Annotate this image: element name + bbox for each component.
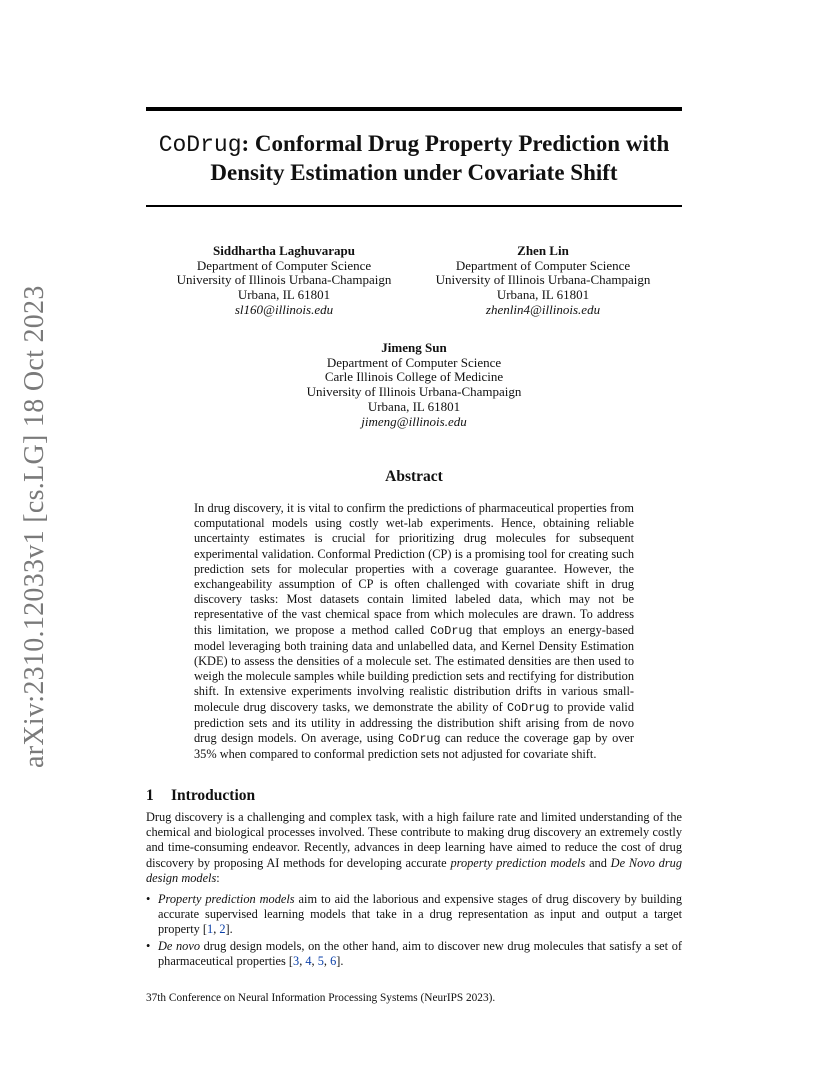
author-block-1 — [164, 244, 404, 318]
author-email[interactable]: zhenlin4@illinois.edu — [485, 301, 601, 317]
author-email[interactable]: jimeng@illinois.edu — [361, 413, 467, 429]
abstract-part-3: to provide valid prediction sets and its utility in addressing the distribution shift arising from de novo drug design models. On average, using — [194, 699, 634, 746]
paper-title — [146, 130, 682, 187]
intro-text: and — [585, 855, 611, 870]
bullet-text-end: ]. — [225, 922, 233, 937]
bullet-text: aim to aid the laborious and expensive stages of drug discovery by building accurate supervised learning models that take in a drug representation as input and output a target property [ — [158, 892, 683, 937]
author-dept: Department of Computer Science — [196, 257, 372, 273]
author-affiliation: University of Illinois Urbana-Champaign — [176, 272, 392, 288]
citation-link[interactable]: 6 — [330, 953, 337, 968]
method-name: CoDrug — [506, 700, 550, 715]
abstract-part-2: that employs an energy-based model leveraging both training data and unlabelled data, and Kernel Density Estimation (KDE) to assess the densities of a molecule set. The estimated densities are then used to weigh the molecule samples while building prediction sets and rectifying for distribution shift. In extensive experiments involving realistic distribution drifts in various small-molecule drug discovery tasks, we demonstrate the ability of — [194, 622, 634, 714]
conference-footer: 37th Conference on Neural Information Processing Systems (NeurIPS 2023). — [146, 992, 496, 1004]
arxiv-stamp: arXiv:2310.12033v1 [cs.LG] 18 Oct 2023 — [19, 285, 50, 769]
citation-link[interactable]: 3 — [293, 953, 300, 968]
method-name: CoDrug — [398, 732, 441, 747]
author-city: Urbana, IL 61801 — [237, 287, 331, 303]
intro-emphasis: property prediction models — [450, 855, 586, 870]
author-city: Urbana, IL 61801 — [367, 398, 461, 414]
author-dept: Department of Computer Science — [455, 257, 631, 273]
abstract-part-1: In drug discovery, it is vital to confirm the predictions of pharmaceutical properties from computational models using costly wet-lab experiments. Hence, obtaining reliable uncertainty estimates is crucial for prioritizing drug molecules for subsequent experimental validation. Conformal Prediction (CP) is a promising tool for creating such prediction sets for molecular properties with a coverage guarantee. However, the exchangeability assumption of CP is often challenged with covariate shift in drug discovery tasks: Most datasets contain limited labeled data, which may not be representative of the vast chemical space from which molecules are drawn. To address this limitation, we propose a method called — [194, 501, 634, 637]
citation-link[interactable]: 5 — [317, 953, 324, 968]
author-city: Urbana, IL 61801 — [496, 287, 590, 303]
list-item: • De novo drug design models, on the other hand, aim to discover new drug molecules that satisfy a set of pharmaceutical properties [3, 4, 5, 6]. — [146, 938, 682, 968]
bullet-icon: • — [146, 938, 151, 953]
section-heading-introduction — [146, 787, 255, 805]
title-line2: Density Estimation under Covariate Shift — [210, 160, 618, 185]
bullet-emphasis: De novo — [158, 938, 201, 953]
abstract-text — [194, 501, 634, 762]
title-top-rule — [146, 107, 682, 111]
title-bottom-rule — [146, 205, 682, 207]
section-number: 1 — [146, 787, 154, 804]
abstract-heading: Abstract — [385, 468, 443, 485]
author-affiliation: University of Illinois Urbana-Champaign — [435, 272, 651, 288]
method-name: CoDrug — [430, 623, 473, 638]
author-dept: Department of Computer Science — [326, 354, 502, 370]
author-name: Zhen Lin — [517, 243, 569, 258]
citation-link[interactable]: 4 — [305, 953, 312, 968]
abstract-part-4: can reduce the coverage gap by over 35% when compared to conformal prediction sets not adjusted for covariate shift. — [194, 731, 635, 762]
section-title: Introduction — [171, 787, 256, 804]
intro-paragraph — [146, 810, 682, 886]
author-name: Jimeng Sun — [381, 340, 447, 355]
author-block-2 — [423, 244, 663, 318]
author-block-3 — [264, 341, 564, 429]
intro-emphasis: De Novo drug design models — [146, 855, 682, 885]
author-name: Siddhartha Laghuvarapu — [213, 243, 355, 258]
author-affiliation: University of Illinois Urbana-Champaign — [306, 384, 522, 400]
citation-link[interactable]: 2 — [219, 922, 226, 937]
intro-text: Drug discovery is a challenging and complex task, with a high failure rate and limited understanding of the chemical and biological processes involved. These contribute to making drug discovery an extremely costly and time-consuming endeavor. Recently, advances in deep learning have aimed to reduce the cost of drug discovery by proposing AI methods for developing accurate — [146, 810, 682, 870]
author-college: Carle Illinois College of Medicine — [324, 369, 504, 385]
list-item: • Property prediction models aim to aid the laborious and expensive stages of drug discovery by building accurate supervised learning models that take in a drug representation as input and output a target property [1, 2]. — [146, 892, 683, 937]
title-method-name: CoDrug — [158, 132, 242, 158]
bullet-icon: • — [146, 892, 151, 906]
intro-bullet-list — [146, 892, 682, 970]
citation-link[interactable]: 1 — [207, 922, 214, 937]
bullet-text: drug design models, on the other hand, aim to discover new drug molecules that satisfy a set of pharmaceutical properties [ — [158, 938, 682, 968]
title-line1: : Conformal Drug Property Prediction with — [241, 131, 670, 156]
bullet-emphasis: Property prediction models — [158, 892, 295, 906]
author-email[interactable]: sl160@illinois.edu — [234, 301, 334, 317]
bullet-text-end: ]. — [336, 953, 344, 968]
intro-text: : — [216, 870, 220, 885]
